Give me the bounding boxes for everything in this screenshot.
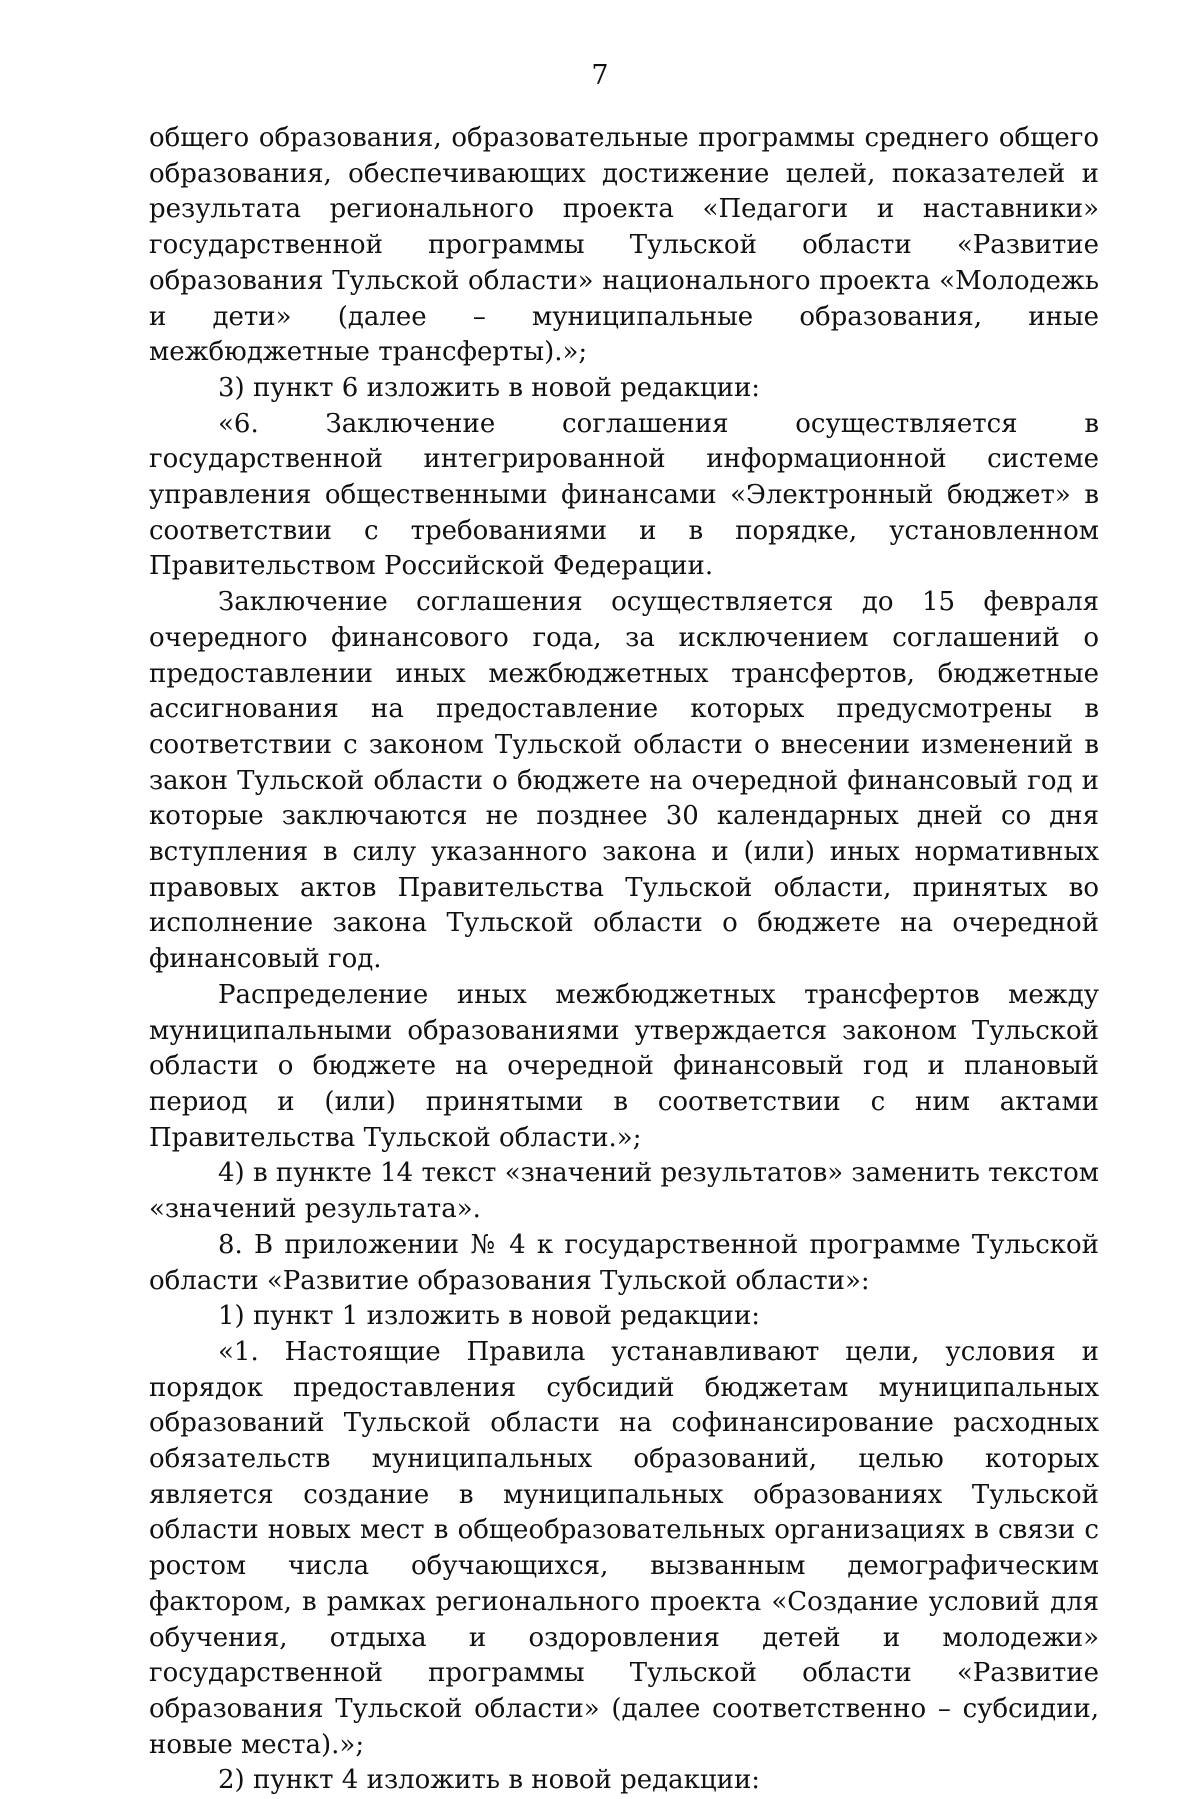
paragraph: 4) в пункте 14 текст «значений результатов» заменить текстом «значений результата». — [149, 1158, 1099, 1225]
paragraph: 3) пункт 6 изложить в новой редакции: — [218, 372, 761, 403]
paragraph: Заключение соглашения осуществляется до 15 февраля очередного финансового года, за исключением соглашений о предоставлении иных межбюджетных трансфертов, бюджетные ассигнования на предоставление которых предусмотрены в соответствии с законом Тульской области о внесении изменений в закон Тульской области о бюджете на очередной финансовый год и которые заключаются не позднее 30 календарных дней со дня вступления в силу указанного закона и (или) иных нормативных правовых актов Правительства Тульской области, принятых во исполнение закона Тульской области о бюджете на очередной финансовый год. — [149, 587, 1099, 975]
paragraph: 8. В приложении № 4 к государственной программе Тульской области «Развитие образования Тульской области»: — [149, 1229, 1099, 1296]
document-body — [149, 121, 1099, 1799]
page-number: 7 — [591, 60, 609, 91]
paragraph: «1. Настоящие Правила устанавливают цели, условия и порядок предоставления субсидий бюджетам муниципальных образований Тульской области на софинансирование расходных обязательств муниципальных образований, целью которых является создание в муниципальных образованиях Тульской области новых мест в общеобразовательных организациях в связи с ростом числа обучающихся, вызванным демографическим фактором, в рамках регионального проекта «Создание условий для обучения, отдыха и оздоровления детей и молодежи» государственной программы Тульской области «Развитие образования Тульской области» (далее соответственно – субсидии, новые места).»; — [149, 1336, 1099, 1760]
paragraph: общего образования, образовательные программы среднего общего образования, обеспечивающих достижение целей, показателей и результата регионального проекта «Педагоги и наставники» государственной программы Тульской области «Развитие образования Тульской области» национального проекта «Молодежь и дети» (далее – муниципальные образования, иные межбюджетные трансферты).»; — [149, 123, 1099, 368]
paragraph: 2) пункт 4 изложить в новой редакции: — [218, 1765, 761, 1796]
paragraph: «6. Заключение соглашения осуществляется в государственной интегрированной информационной системе управления общественными финансами «Электронный бюджет» в соответствии с требованиями и в порядке, установленном Правительством Российской Федерации. — [149, 408, 1099, 582]
paragraph: 1) пункт 1 изложить в новой редакции: — [218, 1301, 761, 1332]
paragraph: Распределение иных межбюджетных трансфертов между муниципальными образованиями утверждается законом Тульской области о бюджете на очередной финансовый год и плановый период и (или) принятыми в соответствии с ним актами Правительства Тульской области.»; — [149, 979, 1099, 1153]
